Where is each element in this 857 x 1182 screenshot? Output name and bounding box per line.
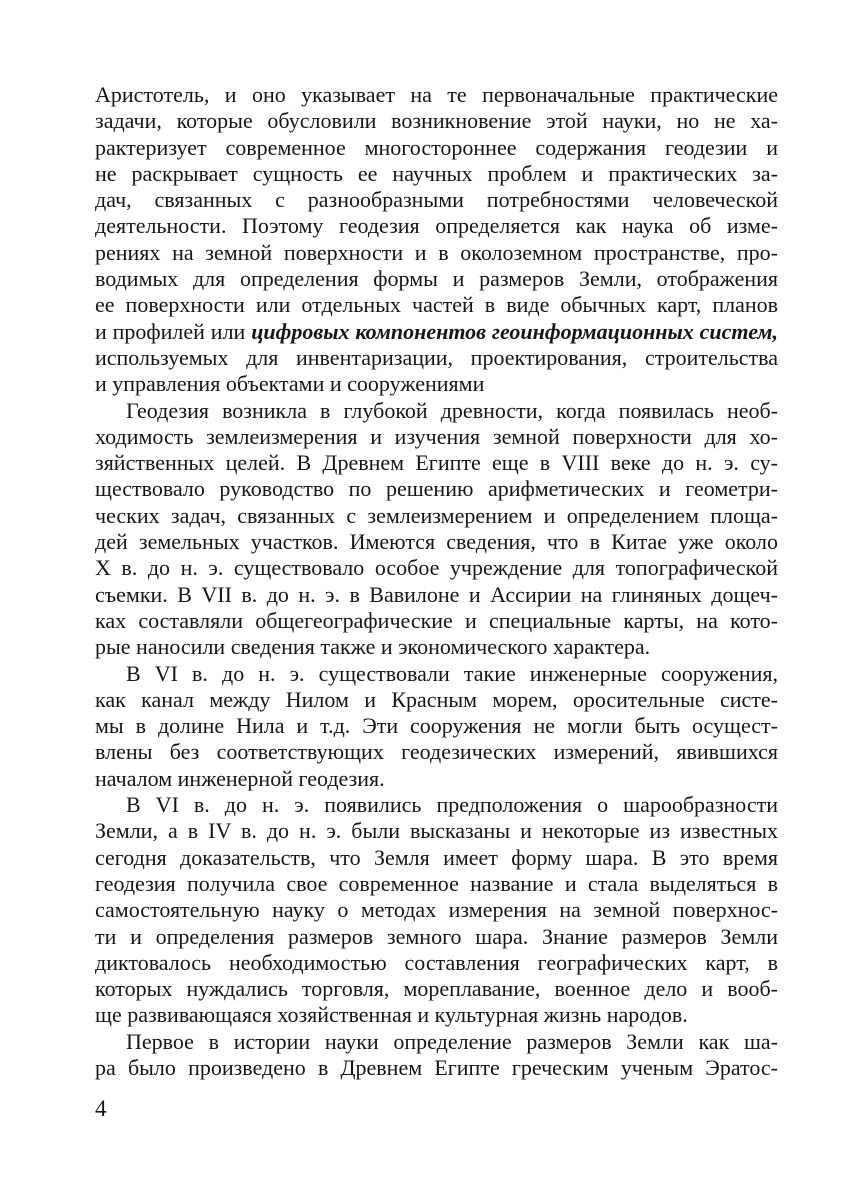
text-line: сегодня доказательств, что Земля имеет форму шара. В это время (95, 844, 778, 870)
text-line: началом инженерной геодезия. (95, 765, 385, 791)
text-line: зяйственных целей. В Древнем Египте еще в VIII веке до н. э. су- (95, 450, 778, 476)
text-line: влены без соответствующих геодезических измерений, явившихся (95, 739, 778, 765)
paragraph-4 (95, 792, 778, 1029)
page-text-block (95, 82, 778, 1081)
text-line: задачи, которые обусловили возникновение этой науки, но не ха- (95, 108, 778, 134)
text-line: ще развивающаяся хозяйственная и культурная жизнь народов. (95, 1002, 688, 1028)
text-line: ра было произведено в Древнем Египте греческим ученым Эратос- (95, 1054, 778, 1080)
page-number: 4 (95, 1096, 107, 1121)
text-line: дач, связанных с разнообразными потребностями человеческой (95, 187, 778, 213)
text-line: Геодезия возникла в глубокой древности, когда появилась необ- (126, 397, 778, 423)
text-line: Земли, а в IV в. до н. э. были высказаны и некоторые из известных (95, 818, 778, 844)
text-line: как канал между Нилом и Красным морем, оросительные систе- (95, 686, 778, 712)
text-line: Аристотель, и оно указывает на те первоначальные практические (95, 82, 778, 107)
text-line: используемых для инвентаризации, проектирования, строительства (95, 344, 778, 370)
text-line-with-emphasis (95, 319, 778, 345)
text-line: не раскрывает сущность ее научных проблем и практических за- (95, 160, 778, 186)
text-line: рые наносили сведения также и экономического характера. (95, 634, 651, 660)
text-line: и управления объектами и сооружениями (95, 371, 485, 397)
text-line: ществовало руководство по решению арифметических и геометри- (95, 476, 778, 502)
emphasis-text: цифровых компонентов геоинформационных систем, (251, 318, 778, 344)
text-line: которых нуждались торговля, мореплавание, военное дело и вооб- (95, 976, 778, 1002)
text-line: Первое в истории науки определение размеров Земли как ша- (126, 1028, 778, 1054)
text-line: съемки. В VII в. до н. э. в Вавилоне и Ассирии на глиняных дощеч- (95, 581, 778, 607)
text-line: ках составляли общегеографические и специальные карты, на кото- (95, 607, 778, 633)
text-line: В VI в. до н. э. появились предположения о шарообразности (126, 792, 778, 818)
text-line: В VI в. до н. э. существовали такие инженерные сооружения, (126, 660, 778, 686)
text-line: водимых для определения формы и размеров Земли, отображения (95, 266, 778, 292)
text-line: ческих задач, связанных с землеизмерением и определением площа- (95, 502, 778, 528)
text-line: самостоятельную науку о методах измерения на земной поверхнос- (95, 897, 778, 923)
text-line: ее поверхности или отдельных частей в виде обычных карт, планов (95, 292, 778, 318)
text-line: мы в долине Нила и т.д. Эти сооружения не могли быть осущест- (95, 713, 778, 739)
text-line: рактеризует современное многостороннее содержания геодезии и (95, 134, 778, 160)
text-segment: и профилей или (95, 318, 252, 344)
text-line: деятельности. Поэтому геодезия определяется как наука об изме- (95, 213, 778, 239)
text-line: ти и определения размеров земного шара. Знание размеров Земли (95, 923, 778, 949)
paragraph-1 (95, 82, 778, 398)
text-line: диктовалось необходимостью составления географических карт, в (95, 949, 778, 975)
text-line: рениях на земной поверхности и в околоземном пространстве, про- (95, 239, 778, 265)
paragraph-5 (95, 1029, 778, 1082)
text-line: X в. до н. э. существовало особое учреждение для топографической (95, 555, 778, 581)
paragraph-2 (95, 398, 778, 661)
text-line: дей земельных участков. Имеются сведения, что в Китае уже около (95, 529, 778, 555)
paragraph-3 (95, 661, 778, 792)
text-line: ходимость землеизмерения и изучения земной поверхности для хо- (95, 423, 778, 449)
text-line: геодезия получила свое современное название и стала выделяться в (95, 870, 778, 896)
